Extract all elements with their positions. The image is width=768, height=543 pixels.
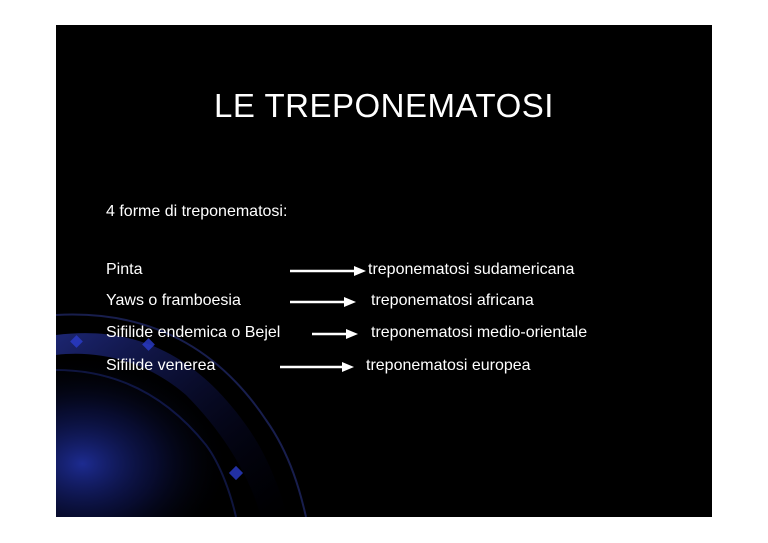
arrow-right-icon (290, 265, 366, 277)
treponematosis-name: Pinta (106, 261, 143, 278)
treponematosis-description: treponematosi africana (371, 292, 534, 309)
arrow-right-icon (290, 296, 356, 308)
list-item (56, 292, 712, 314)
treponematosis-description: treponematosi sudamericana (368, 261, 575, 278)
treponematosis-name: Sifilide venerea (106, 357, 216, 374)
treponematosis-description: treponematosi europea (366, 357, 531, 374)
intro-text: 4 forme di treponematosi: (106, 203, 288, 220)
arrow-right-icon (312, 328, 358, 340)
slide (56, 25, 712, 517)
slide-title: LE TREPONEMATOSI (214, 87, 554, 124)
treponematosis-name: Yaws o framboesia (106, 292, 241, 309)
list-item (56, 261, 712, 283)
arrow-right-icon (280, 361, 354, 373)
list-item (56, 324, 712, 346)
list-item (56, 357, 712, 379)
treponematosis-description: treponematosi medio-orientale (371, 324, 588, 341)
treponematosis-name: Sifilide endemica o Bejel (106, 324, 281, 341)
